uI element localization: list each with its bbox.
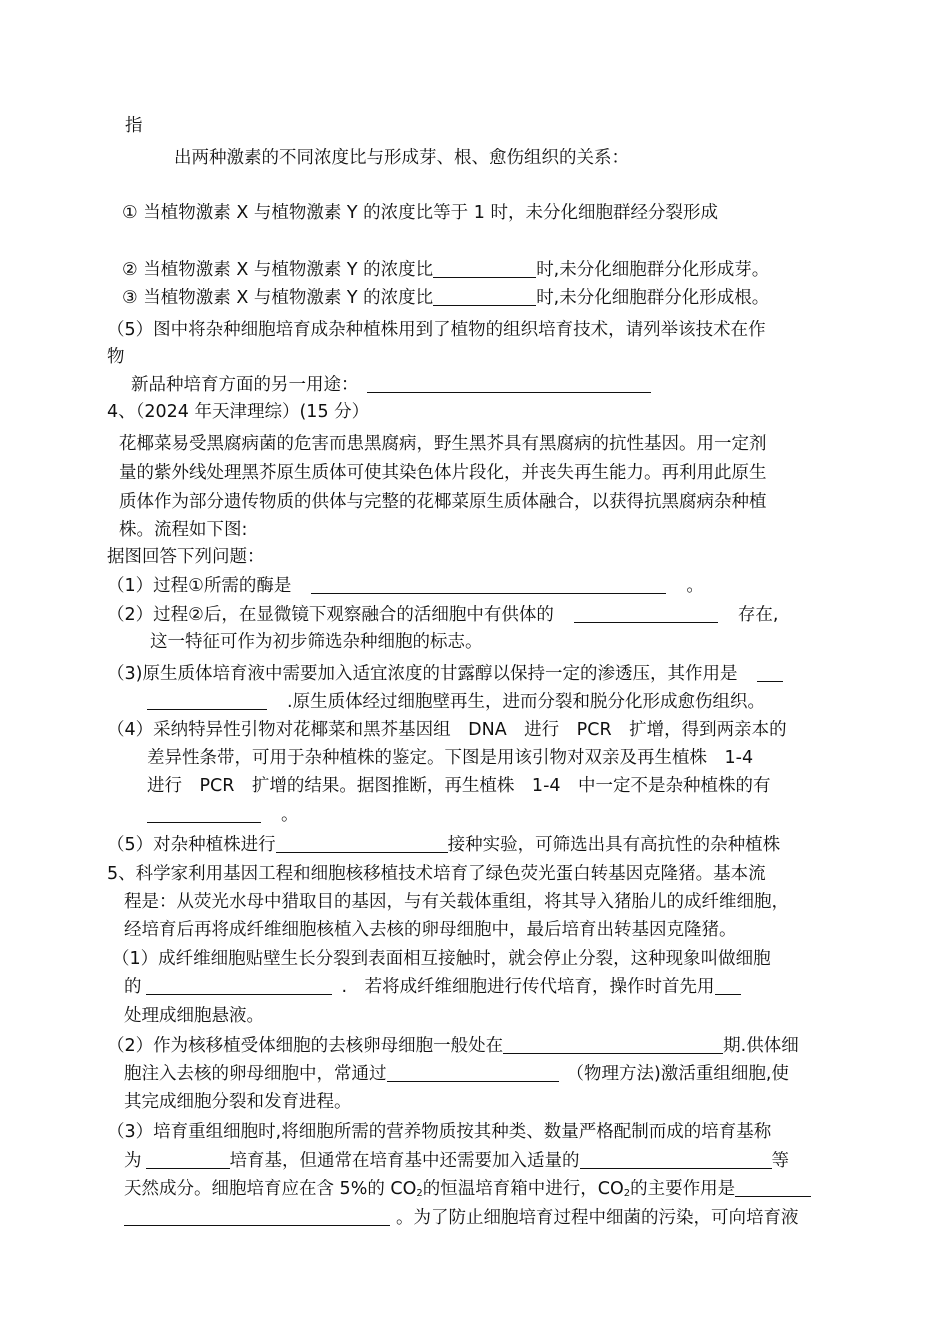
text-line: 。 bbox=[147, 803, 299, 827]
text-line: 指 bbox=[125, 116, 143, 136]
question-heading: 5、科学家利用基因工程和细胞核移植技术培育了绿色荧光蛋白转基因克隆猪。基本流 bbox=[107, 864, 766, 884]
answer-blank[interactable] bbox=[580, 1150, 772, 1169]
text-line: ③ 当植物激素 X 与植物激素 Y 的浓度比 时,未分化细胞群分化形成根。 bbox=[122, 288, 770, 308]
text-line: 进行 PCR 扩增的结果。据图推断，再生植株 1-4 中一定不是杂种植株的有 bbox=[147, 776, 771, 796]
answer-blank[interactable] bbox=[735, 1178, 811, 1197]
text-line: 。为了防止细胞培育过程中细菌的污染，可向培育液 bbox=[124, 1206, 799, 1230]
text-line: 的 . 若将成纤维细胞进行传代培育，操作时首先用 bbox=[124, 975, 741, 999]
text-line: 天然成分。细胞培育应在含 5%的 $CO_2$的恒温培育箱中进行，$CO_2$的主要作用是 bbox=[124, 1177, 811, 1201]
answer-blank[interactable] bbox=[757, 663, 783, 682]
text-line: （5）图中将杂种细胞培育成杂种植株用到了植物的组织培育技术，请列举该技术在作 bbox=[107, 320, 766, 340]
answer-blank[interactable] bbox=[146, 1150, 230, 1169]
text-line: 处理成细胞悬液。 bbox=[124, 1006, 264, 1026]
answer-blank[interactable] bbox=[433, 259, 536, 278]
answer-blank[interactable] bbox=[124, 1207, 390, 1226]
text-line: 物 bbox=[107, 347, 125, 367]
text-line: 差异性条带，可用于杂种植株的鉴定。下图是用该引物对双亲及再生植株 1-4 bbox=[147, 748, 754, 768]
text-line: 这一特征可作为初步筛选杂种细胞的标志。 bbox=[150, 632, 483, 652]
text-line: 为 培育基，但通常在培育基中还需要加入适量的 等 bbox=[124, 1151, 789, 1171]
answer-blank[interactable] bbox=[503, 1035, 723, 1054]
text-line: ② 当植物激素 X 与植物激素 Y 的浓度比 时,未分化细胞群分化形成芽。 bbox=[122, 260, 770, 280]
text-line: 新品种培育方面的另一用途： bbox=[131, 373, 651, 397]
text-line: （3）培育重组细胞时,将细胞所需的营养物质按其种类、数量严格配制而成的培育基称 bbox=[107, 1122, 772, 1142]
text-line: 胞注入去核的卵母细胞中，常通过 （物理方法)激活重组细胞,使 bbox=[124, 1064, 789, 1084]
text-line: （2）过程②后，在显微镜下观察融合的活细胞中有供体的 存在, bbox=[107, 605, 779, 625]
text-line: 经培育后再将成纤维细胞核植入去核的卵母细胞中，最后培育出转基因克隆猪。 bbox=[124, 920, 737, 940]
answer-blank[interactable] bbox=[715, 976, 741, 995]
text-line: 出两种激素的不同浓度比与形成芽、根、愈伤组织的关系： bbox=[174, 148, 629, 168]
question-heading: 4、（2024 年天津理综）(15 分） bbox=[107, 402, 370, 422]
text-line: （2）作为核移植受体细胞的去核卵母细胞一般处在 期.供体细 bbox=[107, 1036, 799, 1056]
text-line: 量的紫外线处理黑芥原生质体可使其染色体片段化，并丧失再生能力。再利用此原生 bbox=[119, 463, 767, 483]
text-line: （5）对杂种植株进行 接种实验，可筛选出具有高抗性的杂种植株 bbox=[107, 835, 781, 855]
answer-blank[interactable] bbox=[367, 374, 651, 393]
answer-blank[interactable] bbox=[387, 1063, 559, 1082]
text-line: （4）采纳特异性引物对花椰菜和黑芥基因组 DNA 进行 PCR 扩增，得到两亲本的 bbox=[107, 720, 787, 740]
answer-blank[interactable] bbox=[276, 834, 448, 853]
text-line: 程是：从荧光水母中猎取目的基因，与有关载体重组，将其导入猪胎儿的成纤维细胞， bbox=[124, 892, 789, 912]
text-line: 质体作为部分遗传物质的供体与完整的花椰菜原生质体融合，以获得抗黑腐病杂种植 bbox=[119, 492, 767, 512]
answer-blank[interactable] bbox=[433, 287, 536, 306]
answer-blank[interactable] bbox=[311, 575, 666, 594]
answer-blank[interactable] bbox=[146, 976, 332, 995]
text-line: .原生质体经过细胞壁再生，进而分裂和脱分化形成愈伤组织。 bbox=[147, 690, 765, 714]
answer-blank[interactable] bbox=[574, 604, 718, 623]
text-line: 株。流程如下图: bbox=[119, 520, 248, 540]
text-line: 花椰菜易受黑腐病菌的危害而患黑腐病，野生黑芥具有黑腐病的抗性基因。用一定剂 bbox=[119, 434, 767, 454]
answer-blank[interactable] bbox=[147, 804, 261, 823]
text-line: （1）过程①所需的酶是 。 bbox=[107, 576, 704, 596]
text-line: ① 当植物激素 X 与植物激素 Y 的浓度比等于 1 时，未分化细胞群经分裂形成 bbox=[122, 203, 718, 223]
text-line: （3)原生质体培育液中需要加入适宜浓度的甘露醇以保持一定的渗透压，其作用是 bbox=[107, 662, 783, 686]
text-line: 据图回答下列问题： bbox=[107, 547, 265, 567]
text-line: （1）成纤维细胞贴壁生长分裂到表面相互接触时，就会停止分裂，这种现象叫做细胞 bbox=[112, 949, 771, 969]
text-line: 其完成细胞分裂和发育进程。 bbox=[124, 1092, 352, 1112]
answer-blank[interactable] bbox=[147, 691, 267, 710]
